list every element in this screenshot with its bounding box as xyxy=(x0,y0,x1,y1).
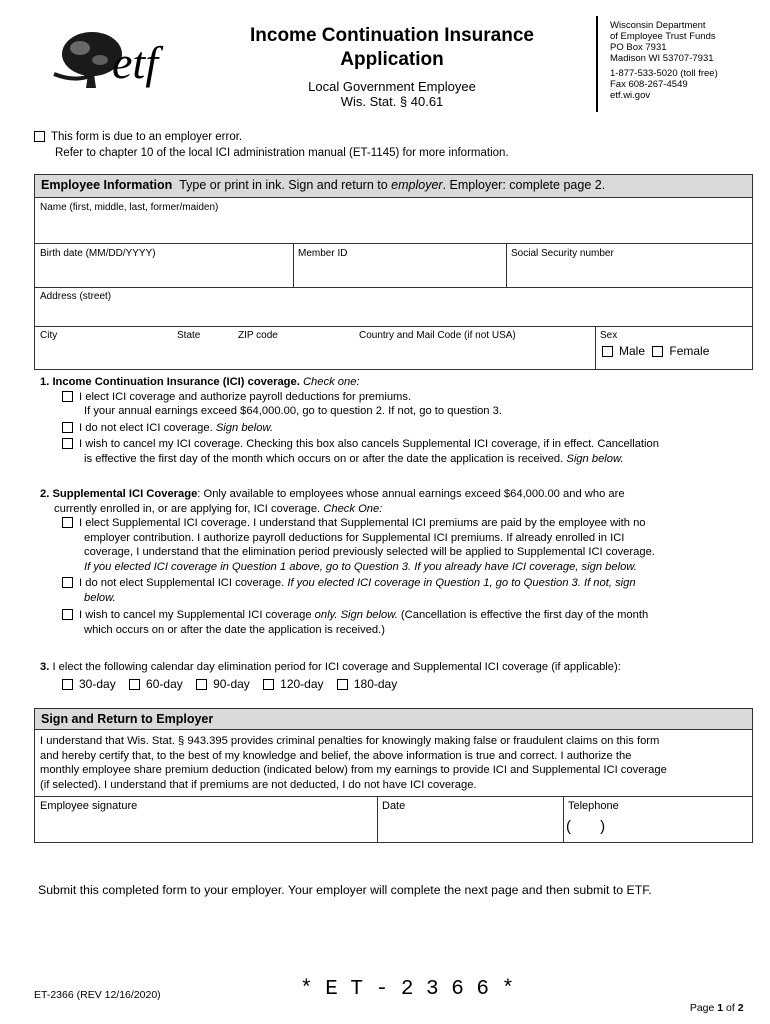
elim-90-checkbox[interactable] xyxy=(196,679,207,690)
elim-30-checkbox[interactable] xyxy=(62,679,73,690)
city-state-zip-field[interactable] xyxy=(35,342,593,368)
elim-60-checkbox[interactable] xyxy=(129,679,140,690)
birth-date-field[interactable] xyxy=(35,260,291,286)
zip-label: ZIP code xyxy=(238,330,278,341)
male-checkbox[interactable] xyxy=(602,346,613,357)
signature-label: Employee signature xyxy=(40,800,138,812)
female-checkbox[interactable] xyxy=(652,346,663,357)
certification-text: I understand that Wis. Stat. § 943.395 provides criminal penalties for knowingly making false or fraudulent claims on this form and hereby certify that, to the best of my knowledge and belief, the above information is true and correct. I authorize the monthly employee share premium deduction (indicated below) from my earnings to provide ICI and Supplemental ICI coverage (if selected). I understand that if premiums are not deducted, I do not have ICI coverage. xyxy=(40,735,667,791)
member-id-label: Member ID xyxy=(298,248,348,259)
city-label: City xyxy=(40,330,58,341)
elim-180-checkbox[interactable] xyxy=(337,679,348,690)
elim-120-checkbox[interactable] xyxy=(263,679,274,690)
member-id-field[interactable] xyxy=(294,260,504,286)
form-title-line1: Income Continuation Insurance xyxy=(250,25,534,46)
header-divider xyxy=(596,16,598,112)
male-label: Male xyxy=(619,344,646,358)
barcode-text: * E T - 2 3 6 6 * xyxy=(300,978,515,1001)
form-subtitle-line2: Wis. Stat. § 40.61 xyxy=(340,94,444,109)
name-field[interactable] xyxy=(35,214,752,242)
submit-instructions: Submit this completed form to your employer. Your employer will complete the next page and then submit to ETF. xyxy=(38,883,652,897)
page-number: Page 1 of 2 xyxy=(689,1002,744,1014)
telephone-label: Telephone xyxy=(568,800,619,812)
employee-info-header: Employee Information Type or print in ink. Sign and return to employer. Employer: complete page 2. xyxy=(34,174,753,198)
signature-field[interactable] xyxy=(35,814,375,842)
birth-date-label: Birth date (MM/DD/YYYY) xyxy=(40,248,156,259)
form-title-line2: Application xyxy=(340,49,444,70)
question-1: 1. Income Continuation Insurance (ICI) coverage. Check one: I elect ICI coverage and authorize payroll deductions for premiums. If your annual earnings exceed $64,000.00, go to question 2. If not, go to question 3. I do not elect ICI coverage. Sign below. I wish to cancel my ICI coverage. Checking this box also cancels Supplemental ICI coverage, if in effect. Cancellation is effective the first day of the month which occurs on or after the date the application is received. Sign below. xyxy=(40,376,659,465)
ssn-field[interactable] xyxy=(507,260,751,286)
logo-text: etf xyxy=(112,37,158,88)
date-label: Date xyxy=(382,800,406,812)
question-3: 3. I elect the following calendar day elimination period for ICI coverage and Supplemental ICI coverage (if applicable): 30-day 60-day 90-day 120-day 180-day xyxy=(40,661,621,691)
form-id: ET-2366 (REV 12/16/2020) xyxy=(34,989,161,1001)
q1-elect-checkbox[interactable] xyxy=(62,391,73,402)
question-2: 2. Supplemental ICI Coverage: Only available to employees whose annual earnings exceed $64,000.00 and who are currently enrolled in, or are applying for, ICI coverage. Check One: I elect Supplemental ICI coverage. I understand that Supplemental ICI premiums are paid by the employee with no employer contribution. I authorize payroll deductions for Supplemental ICI premiums. If already enrolled in ICI coverage, I understand that the elimination period previously selected will be applied to Supplemental ICI coverage. If you elected ICI coverage in Question 1 above, go to Question 3. If you already have ICI coverage, sign below. I do not elect Supplemental ICI coverage. If you elected ICI coverage in Question 1, go to Question 3. If not, sign below. I wish to cancel my Supplemental ICI coverage only. Sign below. (Cancellation is effective the first day of the month which occurs on or after the date the application is received.) xyxy=(40,488,655,636)
address-field[interactable] xyxy=(35,303,752,325)
sex-label: Sex xyxy=(600,330,618,341)
address-label: Address (street) xyxy=(40,291,112,302)
q2-decline-checkbox[interactable] xyxy=(62,577,73,588)
employer-error-checkbox[interactable] xyxy=(34,131,45,142)
sign-header: Sign and Return to Employer xyxy=(34,708,753,730)
country-label: Country and Mail Code (if not USA) xyxy=(359,330,516,341)
date-field[interactable] xyxy=(378,814,561,842)
employer-error-text: This form is due to an employer error. xyxy=(51,131,243,143)
form-subtitle-line1: Local Government Employee xyxy=(308,79,476,94)
etf-logo xyxy=(44,18,194,98)
telephone-field[interactable]: ( ) xyxy=(566,818,606,835)
agency-address: Wisconsin Department of Employee Trust Funds PO Box 7931 Madison WI 53707-7931 1-877-533-5020 (toll free) Fax 608-267-4549 etf.wi.gov xyxy=(610,20,718,101)
female-label: Female xyxy=(669,344,710,358)
q1-decline-checkbox[interactable] xyxy=(62,422,73,433)
q1-cancel-checkbox[interactable] xyxy=(62,438,73,449)
q2-cancel-checkbox[interactable] xyxy=(62,609,73,620)
employer-error-reference: Refer to chapter 10 of the local ICI administration manual (ET-1145) for more information. xyxy=(55,147,509,159)
ssn-label: Social Security number xyxy=(511,248,614,259)
name-label: Name (first, middle, last, former/maiden) xyxy=(40,202,219,213)
q2-elect-checkbox[interactable] xyxy=(62,517,73,528)
state-label: State xyxy=(177,330,201,341)
